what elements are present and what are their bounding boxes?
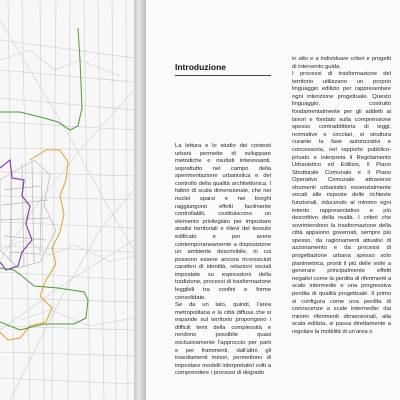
paragraph: Se da un lato, quindi, l'area metropolitana e la città diffusa che si espande sul territorio propongono i difficili temi della complessità e rendono possibile quasi esclusivamente l'approccio per parti e per frammenti, dall'altro gli insediamenti minori, permettono di impostare modelli interpretativi volti a comprendere i processi di degrado bbox=[175, 302, 271, 377]
left-page bbox=[0, 0, 134, 400]
street-map-figure bbox=[0, 0, 134, 400]
text-column-right bbox=[292, 56, 391, 336]
paragraph: La lettura e lo studio dei contesti urbani permette di sviluppare metodiche e risultati interessanti, soprattutto nel campo della sperimentazione urbanistica e del controllo della qualità architettonica. I fattori di scala dimensionale, che nei nuclei sparsi e nei borghi raggiungono effetti facilmente controllabili, costituiscono un elemento privilegiato per impostare analisi territoriali e rilievi del tessuto edificato e per avere contemporaneamente a disposizione un ambiente descrivibile, in cui possono essere ancora riconosciuti caratteri di identità, relazioni sociali impostate su espressioni della tradizione, processi di trasformazione leggibili tra confini e forme consolidate. bbox=[175, 143, 271, 301]
paragraph: I processi di trasformazione del territorio utilizzano un proprio linguaggio edilizio per rappresentare ogni intenzione progettuale. Questo linguaggio, costruito fondamentalmente per gli addetti ai lavori e fondato sulla comprensione spesso contraddittoria di leggi, normative e circolari, si struttura curante la fase autorizzativi e concessoria, nel rapporto pubblico-privato e interpreta il Regolamento Urbanistico ed Edilizio, il Piano Strutturale Comunale e il Piano Operativo Comunale attraverso strumenti urbanistici essenzialmente vocati alle risposte delle richieste funzionali, riducendo al minimo ogni intento rappresentativo e più descrittivo della realtà. I criteri che sovrintendono la trasformazione della città appaiono governati, sempre più spesso, da ragionamenti attuativi di azzonamento e da processi di progettazione urbana spesso solo planimetrica, pronti il più delle volte a generare principalmente effetti negativi come la perdita di riferimenti a scale intermedie e una progressiva perdita di qualità progettuale. Il primo si configura come una perdita di conoscenze a scale intermedie: dai minimi riferimenti dimensionali, alla scala edilizia, si passa direttamente a regolare la mobilità di un'area o bbox=[292, 71, 391, 335]
heading-rule bbox=[175, 75, 271, 76]
book-gutter bbox=[134, 0, 146, 400]
paragraph: in atto e a individuare criteri e progetti di intervento guida. bbox=[292, 56, 391, 70]
text-column-left bbox=[175, 143, 271, 378]
right-page bbox=[146, 0, 400, 400]
section-heading: Introduzione bbox=[175, 62, 226, 72]
